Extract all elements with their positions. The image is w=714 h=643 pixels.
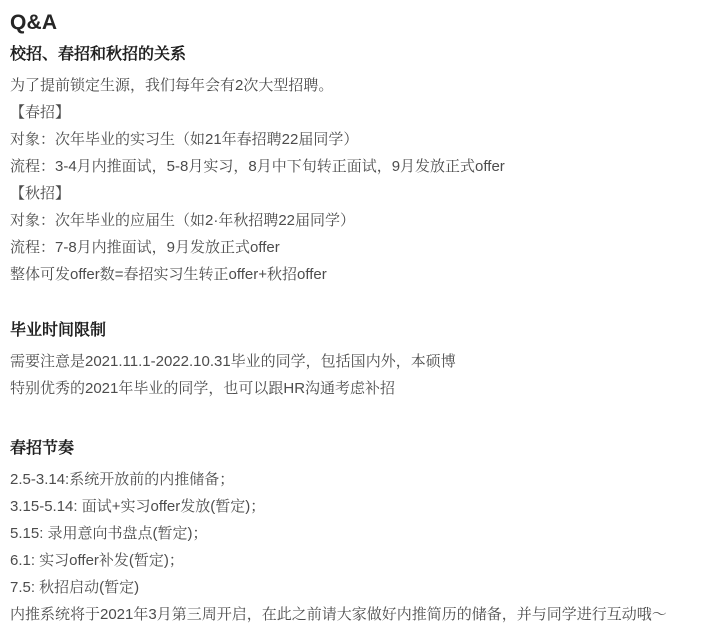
text-line: 流程：3-4月内推面试，5-8月实习，8月中下旬转正面试，9月发放正式offer xyxy=(10,158,505,175)
page-title: Q&A xyxy=(10,11,58,34)
text-line: 2.5-3.14:系统开放前的内推储备； xyxy=(10,471,235,488)
text-line: 整体可发offer数=春招实习生转正offer+秋招offer xyxy=(10,266,327,283)
section-recruit-relation xyxy=(10,44,704,288)
qa-document xyxy=(10,8,704,628)
text-line: 流程：7-8月内推面试，9月发放正式offer xyxy=(10,239,280,256)
text-line: 3.15-5.14: 面试+实习offer发放(暂定)； xyxy=(10,498,266,515)
section-body xyxy=(10,348,704,402)
text-line: 为了提前锁定生源，我们每年会有2次大型招聘。 xyxy=(10,77,334,94)
text-line: 【春招】 xyxy=(10,104,71,121)
text-line: 需要注意是2021.11.1-2022.10.31毕业的同学，包括国内外，本硕博 xyxy=(10,353,456,370)
text-line: 6.1: 实习offer补发(暂定)； xyxy=(10,552,184,569)
section-spring-recruit-schedule xyxy=(10,438,704,628)
section-graduation-time-limit xyxy=(10,320,704,402)
section-heading-spring-recruit-schedule: 春招节奏 xyxy=(10,440,75,457)
text-line: 对象：次年毕业的实习生（如21年春招聘22届同学） xyxy=(10,131,359,148)
section-body xyxy=(10,466,704,628)
text-line: 对象：次年毕业的应届生（如2·年秋招聘22届同学） xyxy=(10,212,356,229)
text-line: 特别优秀的2021年毕业的同学，也可以跟HR沟通考虑补招 xyxy=(10,380,396,397)
section-heading-graduation-time-limit: 毕业时间限制 xyxy=(10,322,107,339)
section-heading-recruit-relation: 校招、春招和秋招的关系 xyxy=(10,46,187,63)
section-body xyxy=(10,72,704,288)
text-line: 内推系统将于2021年3月第三周开启，在此之前请大家做好内推简历的储备，并与同学进行互动哦～ xyxy=(10,606,667,623)
text-line: 【秋招】 xyxy=(10,185,71,202)
text-line: 5.15: 录用意向书盘点(暂定)； xyxy=(10,525,208,542)
text-line: 7.5: 秋招启动(暂定) xyxy=(10,579,140,596)
